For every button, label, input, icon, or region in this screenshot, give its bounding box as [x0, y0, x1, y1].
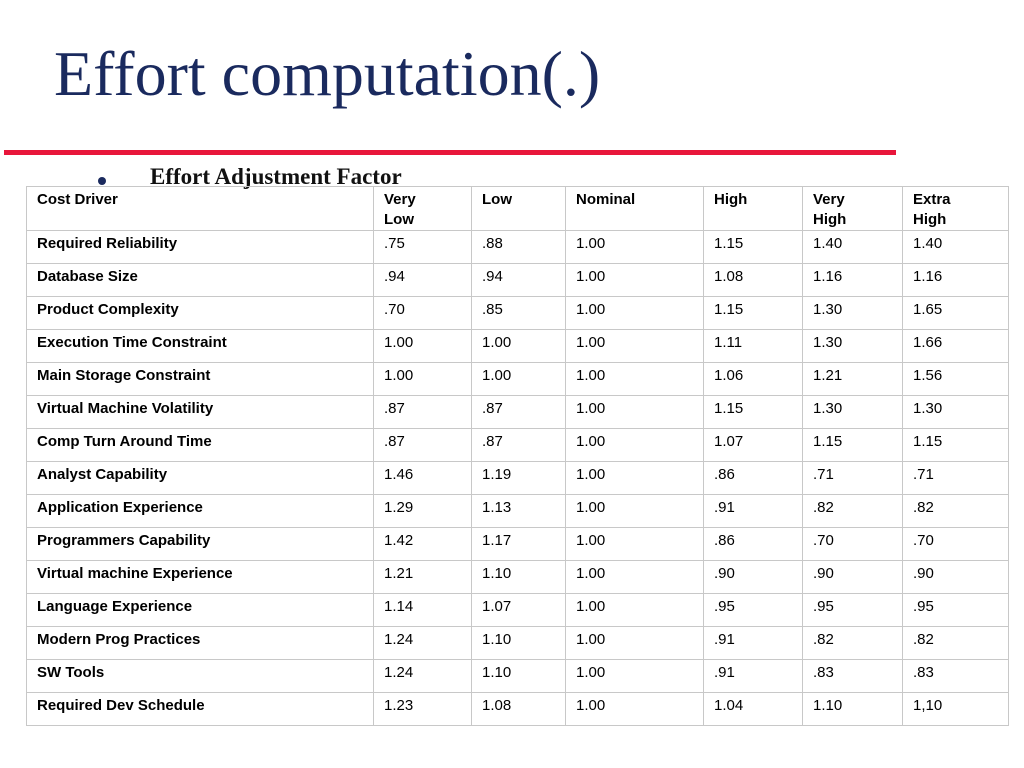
multiplier-cell: .82 [903, 495, 1009, 528]
multiplier-cell: 1.30 [803, 297, 903, 330]
multiplier-cell: .86 [704, 528, 803, 561]
multiplier-cell: 1.00 [566, 264, 704, 297]
multiplier-cell: .94 [374, 264, 472, 297]
column-header-label: Nominal [576, 191, 636, 208]
multiplier-cell: 1.00 [374, 330, 472, 363]
table-row [27, 627, 1009, 660]
multiplier-cell: .82 [903, 627, 1009, 660]
multiplier-cell: .70 [803, 528, 903, 561]
multiplier-cell: 1.04 [704, 693, 803, 726]
multiplier-cell: 1.07 [472, 594, 566, 627]
cost-driver-cell: Required Reliability [27, 231, 374, 264]
cost-driver-cell: Virtual Machine Volatility [27, 396, 374, 429]
cost-driver-cell: Programmers Capability [27, 528, 374, 561]
bullet-dot-icon [98, 177, 106, 185]
multiplier-cell: .71 [803, 462, 903, 495]
column-header-rating-4 [704, 187, 803, 231]
multiplier-cell: 1.15 [704, 231, 803, 264]
multiplier-cell: 1.14 [374, 594, 472, 627]
cost-driver-cell: Execution Time Constraint [27, 330, 374, 363]
multiplier-cell: 1.00 [566, 594, 704, 627]
column-header-label: Low [384, 211, 414, 228]
multiplier-cell: 1.00 [566, 231, 704, 264]
slide-title: Effort computation(.) [54, 38, 601, 109]
multiplier-cell: 1.66 [903, 330, 1009, 363]
column-header-label: Low [482, 191, 512, 208]
multiplier-cell: 1.00 [472, 363, 566, 396]
multiplier-cell: 1.24 [374, 660, 472, 693]
cost-driver-cell: Application Experience [27, 495, 374, 528]
multiplier-cell: 1.11 [704, 330, 803, 363]
multiplier-cell: 1.00 [566, 429, 704, 462]
cost-driver-cell: Comp Turn Around Time [27, 429, 374, 462]
table-row [27, 363, 1009, 396]
multiplier-cell: .87 [374, 429, 472, 462]
multiplier-cell: 1.42 [374, 528, 472, 561]
multiplier-cell: 1.00 [566, 330, 704, 363]
table-row [27, 594, 1009, 627]
multiplier-cell: 1.15 [704, 297, 803, 330]
cost-driver-cell: Virtual machine Experience [27, 561, 374, 594]
column-header-cost-driver [27, 187, 374, 231]
column-header-label: Extra [913, 191, 951, 208]
multiplier-cell: 1.15 [903, 429, 1009, 462]
multiplier-cell: 1.10 [472, 627, 566, 660]
multiplier-cell: .91 [704, 495, 803, 528]
multiplier-cell: 1.19 [472, 462, 566, 495]
multiplier-cell: 1.00 [566, 396, 704, 429]
multiplier-cell: .90 [704, 561, 803, 594]
multiplier-cell: 1.10 [472, 561, 566, 594]
multiplier-cell: .90 [803, 561, 903, 594]
cost-driver-cell: Modern Prog Practices [27, 627, 374, 660]
multiplier-cell: 1.00 [566, 363, 704, 396]
column-header-rating-5 [803, 187, 903, 231]
table-row [27, 495, 1009, 528]
multiplier-cell: 1.13 [472, 495, 566, 528]
multiplier-cell: 1.16 [803, 264, 903, 297]
multiplier-cell: .86 [704, 462, 803, 495]
cost-driver-cell: Product Complexity [27, 297, 374, 330]
table-row [27, 396, 1009, 429]
multiplier-cell: 1.15 [803, 429, 903, 462]
multiplier-cell: .85 [472, 297, 566, 330]
table-header-row [27, 187, 1009, 231]
multiplier-cell: .95 [704, 594, 803, 627]
bullet-text: Effort Adjustment Factor [150, 164, 402, 189]
title-divider-rule [4, 150, 896, 155]
multiplier-cell: 1.00 [374, 363, 472, 396]
multiplier-cell: 1.08 [704, 264, 803, 297]
table-row [27, 297, 1009, 330]
cost-driver-cell: Database Size [27, 264, 374, 297]
cost-driver-cell: Language Experience [27, 594, 374, 627]
multiplier-cell: 1.30 [803, 396, 903, 429]
multiplier-cell: 1.29 [374, 495, 472, 528]
multiplier-cell: 1.21 [803, 363, 903, 396]
multiplier-cell: 1.17 [472, 528, 566, 561]
table-body [27, 231, 1009, 726]
multiplier-cell: .82 [803, 627, 903, 660]
multiplier-cell: .87 [472, 429, 566, 462]
multiplier-cell: 1.07 [704, 429, 803, 462]
cost-driver-cell: SW Tools [27, 660, 374, 693]
column-header-label: Cost Driver [37, 191, 118, 208]
multiplier-cell: 1,10 [903, 693, 1009, 726]
multiplier-cell: .87 [472, 396, 566, 429]
multiplier-cell: .95 [803, 594, 903, 627]
column-header-rating-3 [566, 187, 704, 231]
multiplier-cell: .88 [472, 231, 566, 264]
table-row [27, 693, 1009, 726]
multiplier-cell: 1.23 [374, 693, 472, 726]
multiplier-cell: .95 [903, 594, 1009, 627]
table-row [27, 561, 1009, 594]
multiplier-cell: 1.40 [803, 231, 903, 264]
multiplier-cell: 1.06 [704, 363, 803, 396]
multiplier-cell: 1.00 [566, 495, 704, 528]
table-row [27, 231, 1009, 264]
multiplier-cell: 1.10 [803, 693, 903, 726]
column-header-label: Very [384, 191, 416, 208]
multiplier-cell: 1.00 [566, 528, 704, 561]
table-row [27, 330, 1009, 363]
multiplier-cell: .83 [803, 660, 903, 693]
multiplier-cell: .75 [374, 231, 472, 264]
multiplier-cell: .70 [903, 528, 1009, 561]
column-header-label: Very [813, 191, 845, 208]
column-header-label: High [913, 211, 947, 228]
multiplier-cell: 1.40 [903, 231, 1009, 264]
multiplier-cell: .82 [803, 495, 903, 528]
column-header-rating-1 [374, 187, 472, 231]
multiplier-cell: .90 [903, 561, 1009, 594]
multiplier-cell: 1.10 [472, 660, 566, 693]
multiplier-cell: 1.15 [704, 396, 803, 429]
multiplier-cell: 1.00 [566, 693, 704, 726]
column-header-label: High [813, 211, 847, 228]
cost-driver-cell: Required Dev Schedule [27, 693, 374, 726]
multiplier-cell: .70 [374, 297, 472, 330]
cost-driver-cell: Main Storage Constraint [27, 363, 374, 396]
multiplier-cell: .94 [472, 264, 566, 297]
multiplier-cell: 1.00 [566, 297, 704, 330]
table-row [27, 528, 1009, 561]
multiplier-cell: 1.56 [903, 363, 1009, 396]
column-header-rating-2 [472, 187, 566, 231]
multiplier-cell: .71 [903, 462, 1009, 495]
column-header-rating-6 [903, 187, 1009, 231]
table-row [27, 462, 1009, 495]
multiplier-cell: .91 [704, 660, 803, 693]
effort-adjustment-table-container [26, 186, 1008, 726]
multiplier-cell: 1.30 [803, 330, 903, 363]
multiplier-cell: 1.16 [903, 264, 1009, 297]
multiplier-cell: 1.00 [566, 561, 704, 594]
multiplier-cell: .83 [903, 660, 1009, 693]
cost-driver-cell: Analyst Capability [27, 462, 374, 495]
multiplier-cell: 1.00 [566, 627, 704, 660]
multiplier-cell: .91 [704, 627, 803, 660]
table-row [27, 429, 1009, 462]
multiplier-cell: 1.00 [566, 660, 704, 693]
multiplier-cell: 1.21 [374, 561, 472, 594]
effort-adjustment-table [26, 186, 1009, 726]
multiplier-cell: 1.65 [903, 297, 1009, 330]
multiplier-cell: 1.00 [566, 462, 704, 495]
table-row [27, 660, 1009, 693]
multiplier-cell: 1.00 [472, 330, 566, 363]
multiplier-cell: 1.08 [472, 693, 566, 726]
multiplier-cell: .87 [374, 396, 472, 429]
multiplier-cell: 1.24 [374, 627, 472, 660]
multiplier-cell: 1.46 [374, 462, 472, 495]
column-header-label: High [714, 191, 748, 208]
multiplier-cell: 1.30 [903, 396, 1009, 429]
table-row [27, 264, 1009, 297]
